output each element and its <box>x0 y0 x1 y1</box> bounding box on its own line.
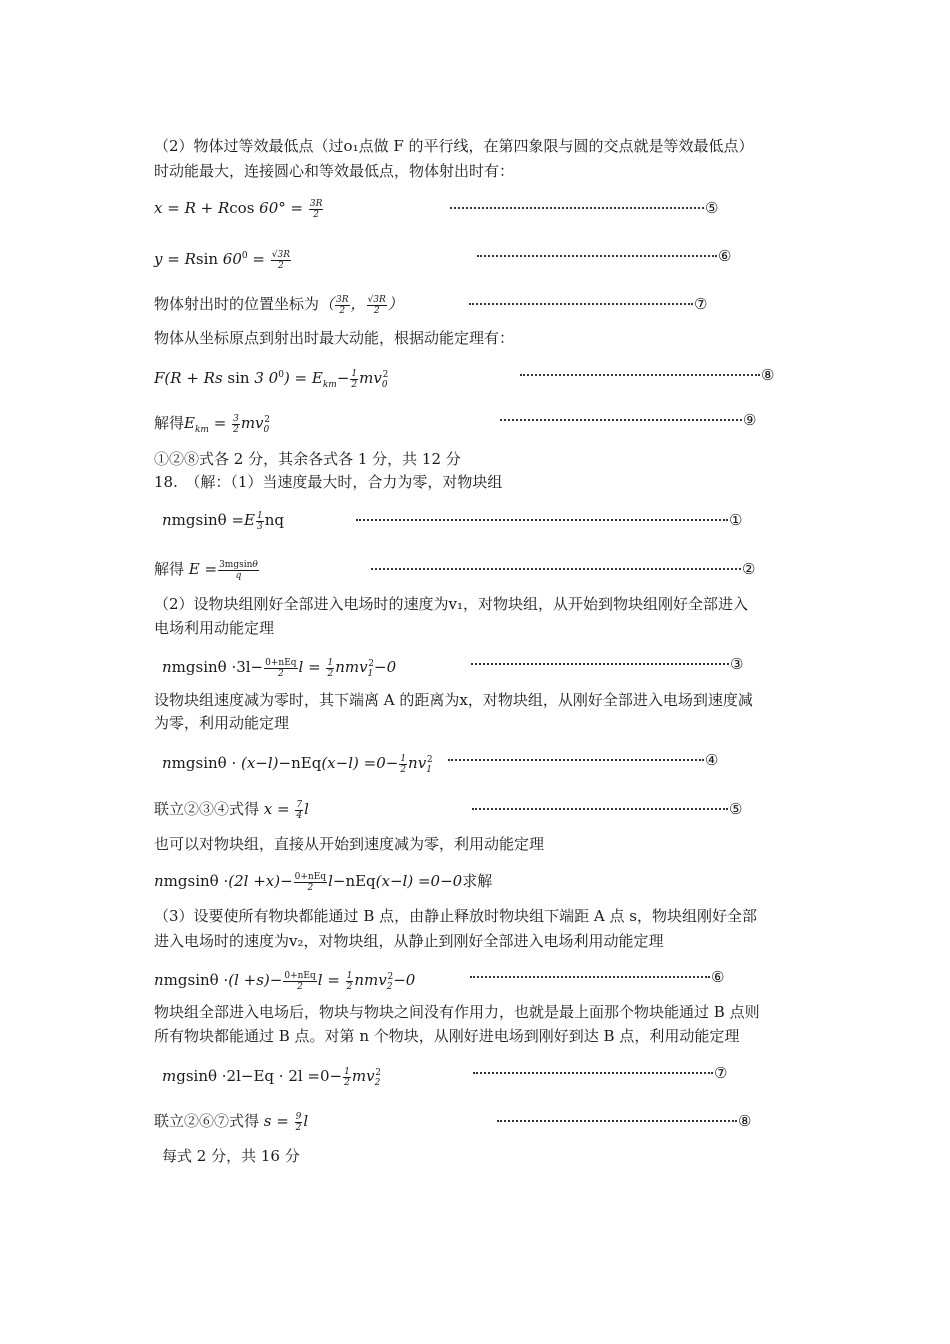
text-line: 设物块组速度减为零时，其下端离 A 的距离为x，对物块组，从刚好全部进入电场到速度减 <box>154 691 753 709</box>
dot-leader: ⑧ <box>497 1111 751 1131</box>
text-line: 物体从坐标原点到射出时最大动能，根据动能定理有： <box>154 329 515 347</box>
equation-4: nmgsinθ · (x−l)−nEq(x−l) =0− $\frac{1}{2}$ $nv_1^2$ <box>162 753 433 775</box>
dot-leader: ⑤ <box>472 799 742 819</box>
solution-ekm: 解得$E_{km}$ = $\frac{3}{2}$ $mv_0^2$ <box>154 413 270 435</box>
equation-6: nmgsinθ ·(l +s)− $\frac{\text{0+nEq}}{2}$ l = $\frac{1}{2}$ nmv$_2^2$−0 <box>154 970 416 992</box>
result-x: 联立②③④式得 x = $\frac{7}{4}$ l <box>154 799 309 821</box>
dot-leader: ⑧ <box>520 365 774 385</box>
text-line: 也可以对物块组，直接从开始到速度减为零，利用动能定理 <box>154 835 545 853</box>
score-note: ①②⑧式各 2 分，其余各式各 1 分，共 12 分 <box>154 450 461 468</box>
dot-leader: ⑥ <box>470 967 724 987</box>
text-line: （2）物体过等效最低点（过o₁点做 F 的平行线，在第四象限与圆的交点就是等效最低点） <box>154 137 754 155</box>
text-line: 时动能最大，连接圆心和等效最低点，物体射出时有： <box>154 162 515 180</box>
text-line: 所有物块都能通过 B 点。对第 n 个物块，从刚好进电场到刚好到达 B 点，利用动能定理 <box>154 1027 740 1045</box>
dot-leader: ④ <box>448 750 718 770</box>
text-line: 进入电场时的速度为v₂，对物块组，从静止到刚好全部进入电场利用动能定理 <box>154 932 664 950</box>
text-line: 为零，利用动能定理 <box>154 714 290 732</box>
text-line: （3）设要使所有物块都能通过 B 点，由静止释放时物块组下端距 A 点 s，物块组刚好全部 <box>154 907 757 925</box>
text-line: （2）设物块组刚好全部进入电场时的速度为v₁，对物块组，从开始到物块组刚好全部进入 <box>154 595 749 613</box>
equation-1: nmgsinθ =E $\frac{1}{3}$ nq <box>162 510 284 532</box>
text-line: 物块组全部进入电场后，物块与物块之间没有作用力，也就是最上面那个物块能通过 B 点则 <box>154 1003 760 1021</box>
equation-y: y = Rsin $60^0$ = $\frac{√3R}{2}$ <box>154 249 290 271</box>
result-s: 联立②⑥⑦式得 s = $\frac{9}{2}$ l <box>154 1111 309 1133</box>
position-line: 物体射出时的位置坐标为（ $\frac{3R}{2}$ ， $\frac{√3R}{2}$ ） <box>154 294 403 316</box>
dot-leader: ⑨ <box>500 410 756 430</box>
solution-e: 解得 E = $\frac{3mgsin\theta}{q}$ <box>154 559 258 581</box>
text-line: 电场利用动能定理 <box>154 619 275 637</box>
dot-leader: ⑥ <box>477 246 731 266</box>
dot-leader: ⑦ <box>473 1063 727 1083</box>
equation-alt: nmgsinθ ·(2l +x)− $\frac{\text{0+nEq}}{2}$ l−nEq(x−l) =0−0求解 <box>154 871 493 893</box>
question-18-intro: 18. （解：（1）当速度最大时，合力为零，对物块组 <box>154 473 503 491</box>
equation-x: x = R + Rcos 60° = $\frac{3R}{2}$ <box>154 198 323 220</box>
dot-leader: ③ <box>471 654 743 674</box>
dot-leader: ① <box>356 510 742 530</box>
score-note: 每式 2 分，共 16 分 <box>162 1147 300 1165</box>
equation-3: nmgsinθ ·3l− $\frac{\text{0+nEq}}{2}$ l = $\frac{1}{2}$ nmv$_1^2$−0 <box>162 657 397 679</box>
equation-energy: F(R + Rs sin 3 $0^0) = E_{km}-$ $\frac{1}{2}$ $mv_0^2$ <box>154 368 389 390</box>
equation-7: mgsinθ ·2l−Eq · 2l =0− $\frac{1}{2}$ $mv_2^2$ <box>162 1066 382 1088</box>
dot-leader: ⑤ <box>450 198 718 218</box>
dot-leader: ② <box>371 559 755 579</box>
dot-leader: ⑦ <box>469 294 707 314</box>
